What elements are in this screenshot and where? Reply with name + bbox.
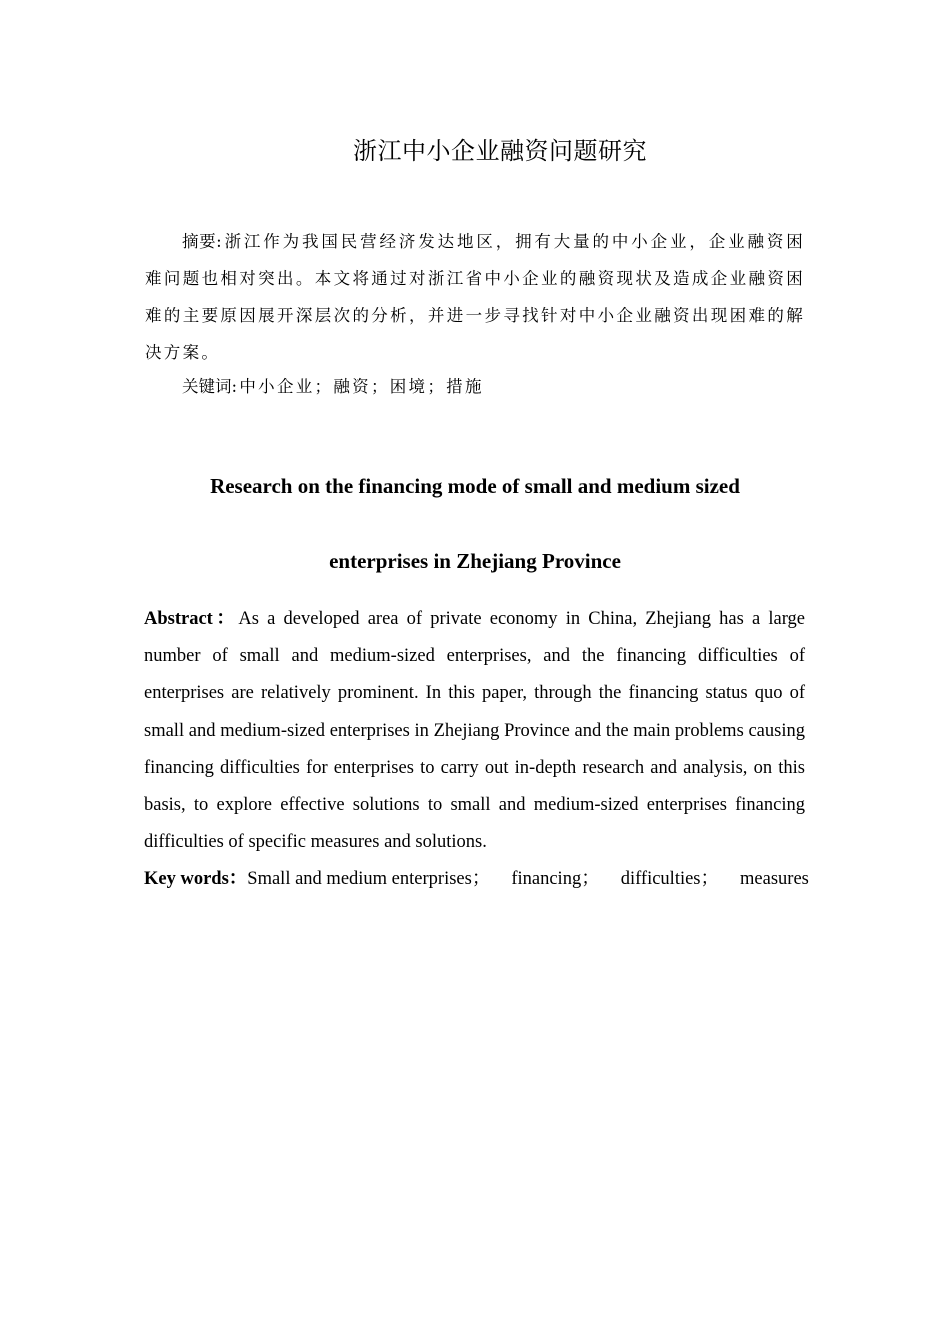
- chinese-abstract: [145, 223, 805, 371]
- chinese-keywords-text: 中小企业；融资；困境；措施: [239, 377, 484, 396]
- english-keywords: [144, 861, 809, 898]
- english-keyword: Small and medium enterprises；: [247, 869, 491, 889]
- english-abstract-label: Abstract：: [144, 609, 239, 629]
- english-title: [0, 449, 950, 599]
- english-abstract-text: As a developed area of private economy in China, Zhejiang has a large number of small and medium-sized enterprises, and the financing difficulties of enterprises are relatively prominent. In this paper, through the financing status quo of small and medium-sized enterprises in Zhejiang Province and the main problems causing financing difficulties for enterprises to carry out in-depth research and analysis, on this basis, to explore effective solutions to small and medium-sized enterprises financing difficulties of specific measures and solutions.: [144, 609, 805, 853]
- english-keyword: financing；: [511, 869, 600, 889]
- english-title-line-1: Research on the financing mode of small and medium sized: [210, 474, 740, 498]
- chinese-abstract-text: 浙江作为我国民营经济发达地区，拥有大量的中小企业，企业融资困难问题也相对突出。本文将通过对浙江省中小企业的融资现状及造成企业融资困难的主要原因展开深层次的分析，并进一步寻找针对中小企业融资出现困难的解决方案。: [145, 232, 806, 362]
- english-keyword: difficulties；: [620, 869, 720, 889]
- chinese-keywords-colon: :: [231, 377, 240, 396]
- english-abstract: [144, 601, 805, 861]
- chinese-keywords-label: 关键词: [182, 377, 232, 396]
- chinese-keywords: [182, 368, 802, 405]
- chinese-abstract-label: 摘要: [182, 232, 217, 251]
- english-keyword: measures: [740, 869, 809, 889]
- chinese-title: 浙江中小企业融资问题研究: [353, 137, 647, 165]
- chinese-abstract-colon: :: [216, 232, 224, 251]
- english-keywords-label: Key words：: [144, 869, 248, 889]
- english-title-line-2: enterprises in Zhejiang Province: [329, 549, 621, 573]
